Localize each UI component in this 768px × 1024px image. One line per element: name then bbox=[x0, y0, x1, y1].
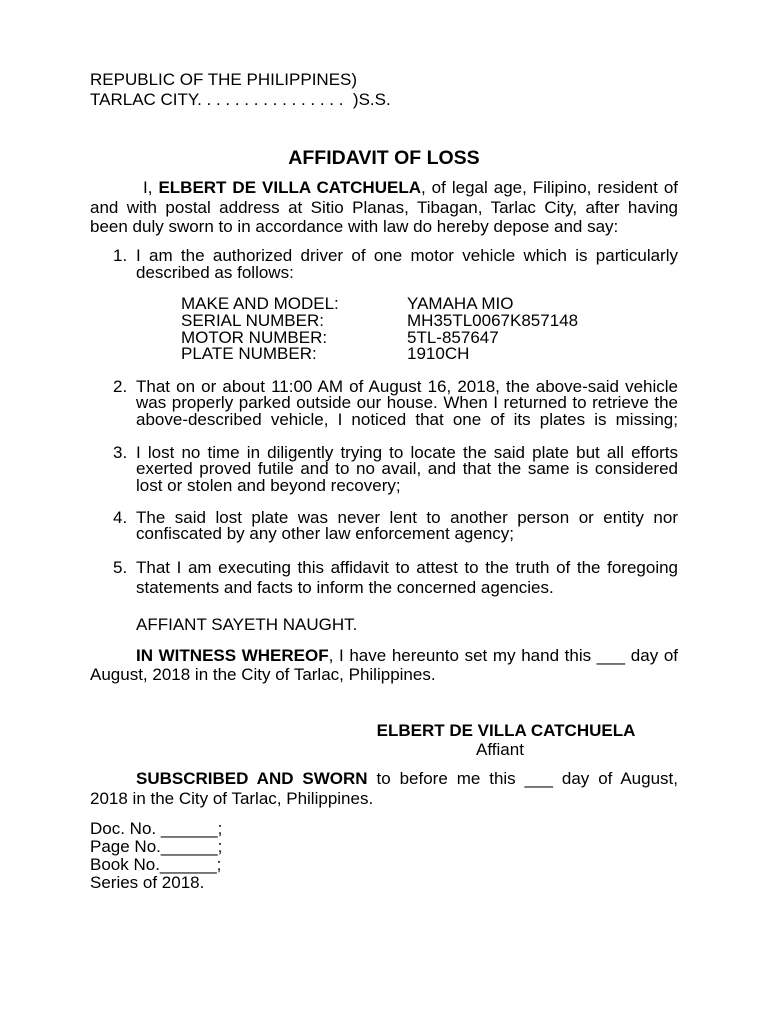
doc-number-line: Doc. No. ______; bbox=[90, 819, 223, 838]
affiant-name-inline: ELBERT DE VILLA CATCHUELA bbox=[158, 178, 421, 197]
vehicle-field-value: YAMAHA MIO bbox=[407, 294, 514, 313]
venue-city: TARLAC CITY. . . . . . . . . . . . . . . . )S.S. bbox=[90, 90, 391, 109]
item-1-line-2: described as follows: bbox=[136, 263, 294, 282]
page-number-line: Page No.______; bbox=[90, 837, 223, 856]
item-5-line-2: statements and facts to inform the concerned agencies. bbox=[136, 578, 554, 597]
intro-line-2: and with postal address at Sitio Planas, Tibagan, Tarlac City, after having bbox=[90, 198, 678, 217]
jurat-line-2: 2018 in the City of Tarlac, Philippines. bbox=[90, 789, 374, 808]
witness-line-2: August, 2018 in the City of Tarlac, Philippines. bbox=[90, 665, 436, 684]
intro-line-3: been duly sworn to in accordance with law do hereby depose and say: bbox=[90, 217, 619, 236]
item-number: 3. bbox=[113, 443, 128, 462]
item-1-line-1: I am the authorized driver of one motor vehicle which is particularly bbox=[136, 246, 678, 265]
item-number: 2. bbox=[113, 377, 128, 396]
intro-prefix: I, bbox=[143, 178, 159, 197]
intro-line-1 bbox=[143, 178, 678, 198]
document-title: AFFIDAVIT OF LOSS bbox=[288, 147, 480, 169]
vehicle-field-value: MH35TL0067K857148 bbox=[407, 311, 579, 330]
item-2-line-3: above-described vehicle, I noticed that one of its plates is missing; bbox=[136, 410, 678, 429]
witness-lead: IN WITNESS WHEREOF bbox=[136, 646, 329, 665]
witness-text: , I have hereunto set my hand this ___ day of bbox=[328, 646, 679, 665]
item-3-line-1: I lost no time in diligently trying to locate the said plate but all efforts bbox=[136, 443, 678, 462]
jurat-lead: SUBSCRIBED AND SWORN bbox=[136, 769, 368, 788]
item-number: 4. bbox=[113, 508, 128, 527]
closing-statement: AFFIANT SAYETH NAUGHT. bbox=[136, 615, 358, 634]
vehicle-field-value: 5TL-857647 bbox=[407, 328, 499, 347]
item-3-line-3: lost or stolen and beyond recovery; bbox=[136, 476, 401, 495]
item-2-line-2: was properly parked outside our house. When I returned to retrieve the bbox=[136, 393, 678, 412]
venue-republic: REPUBLIC OF THE PHILIPPINES) bbox=[90, 70, 358, 89]
item-4-line-2: confiscated by any other law enforcement agency; bbox=[136, 524, 514, 543]
series-line: Series of 2018. bbox=[90, 873, 205, 892]
item-number: 1. bbox=[113, 246, 128, 265]
item-5-line-1: That I am executing this affidavit to attest to the truth of the foregoing bbox=[136, 558, 678, 577]
item-number: 5. bbox=[113, 558, 128, 577]
signatory-role: Affiant bbox=[476, 740, 524, 759]
book-number-line: Book No.______; bbox=[90, 855, 222, 874]
vehicle-field-value: 1910CH bbox=[407, 344, 470, 363]
witness-line-1 bbox=[136, 646, 678, 666]
vehicle-field-label: SERIAL NUMBER: bbox=[181, 311, 324, 330]
jurat-text: to before me this ___ day of August, bbox=[367, 769, 678, 788]
vehicle-field-label: PLATE NUMBER: bbox=[181, 344, 317, 363]
jurat-line-1 bbox=[136, 769, 678, 789]
signatory-name: ELBERT DE VILLA CATCHUELA bbox=[376, 721, 636, 740]
vehicle-field-label: MAKE AND MODEL: bbox=[181, 294, 339, 313]
vehicle-field-label: MOTOR NUMBER: bbox=[181, 328, 328, 347]
item-2-line-1: That on or about 11:00 AM of August 16, 2018, the above-said vehicle bbox=[136, 377, 678, 396]
intro-suffix: , of legal age, Filipino, resident of bbox=[420, 178, 679, 197]
item-3-line-2: exerted proved futile and to no avail, and that the same is considered bbox=[136, 459, 678, 478]
item-4-line-1: The said lost plate was never lent to another person or entity nor bbox=[136, 508, 678, 527]
